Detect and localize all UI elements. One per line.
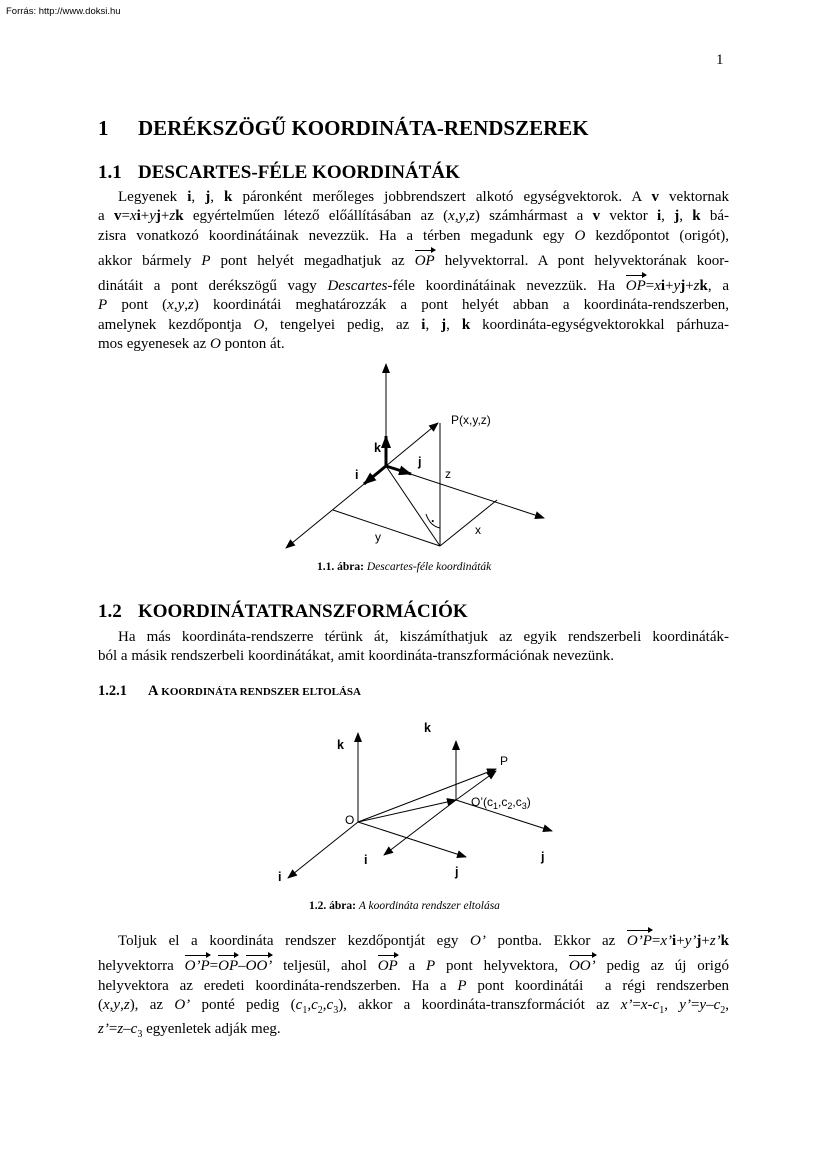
section-title: DESCARTES-FÉLE KOORDINÁTÁK [138,162,460,183]
label-k-old: k [337,738,344,752]
caption-label: 1.2. ábra: [309,900,356,912]
page-number: 1 [716,52,724,68]
label-o-prime: $O’(c_1,c_2,c_3)$ [471,795,531,811]
caption-label: 1.1. ábra: [317,561,364,573]
label-k-new: k [424,721,431,735]
label-x: x [475,523,481,537]
caption-text: Descartes-féle koordináták [366,561,492,573]
source-note: Forrás: http://www.doksi.hu [6,6,121,17]
label-p: P(x,y,z) [451,413,491,427]
label-j-new: j [541,850,545,864]
label-j-old: j [455,865,459,879]
section-title: KOORDINÁTATRANSZFORMÁCIÓK [138,601,468,622]
chapter-number: 1 [98,116,109,140]
subsection-title-first: A [148,683,158,699]
label-i: i [355,468,359,482]
figure-caption-2 [309,900,500,912]
label-y: y [375,530,381,544]
subsection-title: KOORDINÁTA RENDSZER ELTOLÁSA [161,686,361,698]
right-angle-dot: . [431,511,435,525]
old-j-axis [358,822,466,857]
text-line: Ha más koordináta-rendszerre térünk át, kiszámíthatjuk az egyik rendszerbeli koordináták- [118,629,729,645]
chapter-title: DERÉKSZÖGŰ KOORDINÁTA-RENDSZEREK [138,116,589,140]
label-p: P [500,754,509,768]
section-number: 1.1 [98,162,122,183]
old-i-axis [288,822,358,878]
subsection-number: 1.2.1 [98,683,127,699]
paragraph-translation: Toljuk el a koordináta rendszer kezdőpontját egy O’ pontba. Ekkor az O’P=x’i+y’j+z’k helyvektorra O’P=OP–OO’ teljesül, ahol OP a P pont helyvektora, OO’ pedig az új origó helyvektora az eredeti koordináta-rendszerben. Ha a P pont koordinátái a régi rendszerben (x,y,z), az O’ ponté pedig $(c_1,c_2,c_3)$, akkor a koordináta-transzformációt az $x’=x-c_1$, $y’=y-c_2$, $z’=z-c_3$ egyenletek adják meg. [98,928,729,1044]
label-i-old: i [278,870,282,884]
label-j: j [418,455,422,469]
text-line: ból a másik rendszerbeli koordinátákat, amit koordináta-transzformációnak nevezünk. [98,648,615,665]
label-o: O [345,813,355,827]
label-i-new: i [364,853,368,867]
label-k: k [374,441,381,455]
label-z: z [445,467,451,481]
paragraph-descartes: Legyenek i, j, k páronként merőleges jobbrendszert alkotó egységvektorok. A v vektornak a v=xi+yj+zk egyértelműen létező előállításában az (x,y,z) számhármast a v vektor i, j, k bá- zisra vonatkozó koordinátáinak nevezzük. Ha a térben megadunk egy O kezdőpontot (origót), akkor bármely P pont helyét megadhatjuk az OP helyvektorral. A pont helyvektorának koor- dinátáit a pont derékszögű vagy Descartes-féle koordinátáinak nevezzük. Ha OP=xi+yj+zk, a P pont (x,y,z) koordinátái meghatározzák a pont helyét abban a koordináta-rendszerben, amelynek kezdőpontja O, tengelyei pedig, az i, j, k koordináta-egységvektorokkal párhuza- mos egyenesek az O ponton át. [98,189,730,353]
section-number: 1.2 [98,601,122,622]
caption-text: A koordináta rendszer eltolása [358,900,500,912]
